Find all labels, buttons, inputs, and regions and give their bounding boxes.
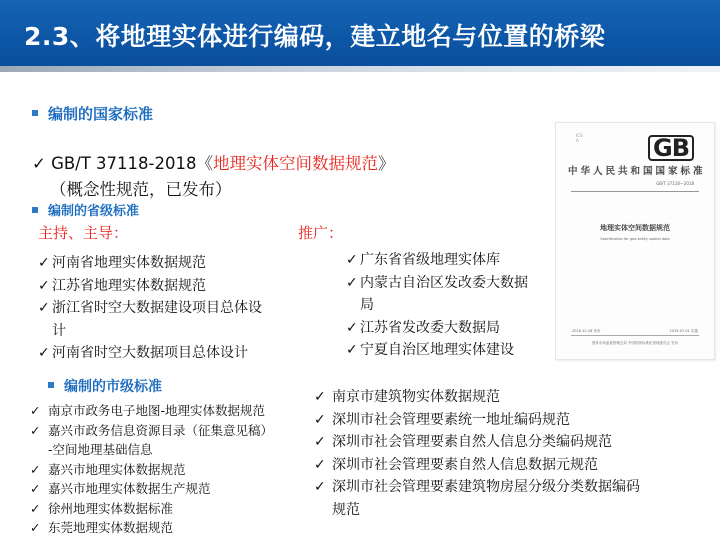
item-text: 江苏省发改委大数据局 bbox=[360, 319, 500, 336]
municipal-standards-heading bbox=[48, 376, 162, 396]
check-icon: ✓ bbox=[30, 461, 41, 477]
check-icon: ✓ bbox=[314, 411, 326, 428]
provincial-standards-heading bbox=[32, 200, 139, 219]
gb-logo-icon: GB bbox=[648, 135, 694, 161]
list-item-continuation bbox=[30, 440, 273, 460]
cover-classification-code: ICS A bbox=[576, 133, 583, 143]
national-standards-heading bbox=[32, 103, 153, 124]
check-icon: ✓ bbox=[38, 277, 50, 294]
check-icon: ✓ bbox=[38, 255, 50, 271]
list-item-continuation bbox=[346, 294, 528, 317]
item-text: 江苏省地理实体数据规范 bbox=[52, 277, 206, 294]
item-text: 嘉兴市地理实体数据生产规范 bbox=[48, 481, 211, 496]
check-icon: ✓ bbox=[30, 403, 41, 418]
cover-issuer: 国家市场监督管理总局 中国国家标准化管理委员会 发布 bbox=[591, 341, 679, 345]
heading-text: 编制的市级标准 bbox=[64, 379, 162, 395]
cover-issue-date: 2018-12-28 发布 bbox=[572, 329, 601, 333]
check-icon: ✓ bbox=[38, 300, 50, 316]
item-text: 内蒙古自治区发改委大数据 bbox=[360, 274, 528, 291]
check-icon: ✓ bbox=[30, 500, 41, 516]
check-icon: ✓ bbox=[30, 481, 41, 496]
lead-label: 主持、主导： bbox=[38, 224, 129, 242]
list-item bbox=[346, 249, 528, 272]
item-text: 规范 bbox=[332, 501, 360, 518]
list-item bbox=[38, 342, 262, 365]
check-icon: ✓ bbox=[314, 434, 326, 450]
check-icon: ✓ bbox=[314, 389, 326, 405]
national-standard-item bbox=[32, 150, 395, 174]
slide-header bbox=[0, 0, 720, 66]
standard-code: ✓ GB/T 37118-2018《 bbox=[32, 154, 213, 173]
cover-standard-name: 中华人民共和国国家标准 bbox=[568, 166, 706, 177]
list-item bbox=[30, 518, 273, 538]
check-icon: ✓ bbox=[38, 345, 50, 361]
list-item-continuation bbox=[38, 320, 262, 343]
list-item bbox=[314, 431, 640, 454]
item-text: 南京市政务电子地图-地理实体数据规范 bbox=[48, 403, 266, 418]
standard-title: 地理实体空间数据规范 bbox=[213, 154, 378, 173]
list-item bbox=[38, 252, 262, 275]
check-icon: ✓ bbox=[346, 342, 358, 358]
municipal-right-list bbox=[314, 386, 640, 521]
list-item bbox=[314, 454, 640, 477]
cover-standard-number: GB/T 37118—2018 bbox=[656, 181, 694, 186]
item-text: 深圳市社会管理要素自然人信息分类编码规范 bbox=[332, 434, 612, 450]
heading-text: 编制的国家标准 bbox=[48, 105, 154, 123]
item-text: 深圳市社会管理要素统一地址编码规范 bbox=[332, 411, 570, 428]
bullet-square-icon bbox=[32, 110, 38, 116]
list-item bbox=[314, 476, 640, 499]
cover-divider bbox=[571, 191, 699, 192]
cover-bottom-divider bbox=[571, 335, 699, 336]
check-icon: ✓ bbox=[314, 479, 326, 495]
lead-list bbox=[38, 252, 262, 365]
item-text: 局 bbox=[360, 297, 374, 313]
list-item bbox=[314, 386, 640, 409]
heading-text: 编制的省级标准 bbox=[48, 204, 140, 219]
item-text: 河南省地理实体数据规范 bbox=[52, 255, 206, 271]
header-divider bbox=[0, 66, 720, 72]
promote-label: 推广： bbox=[298, 224, 344, 242]
item-text: 深圳市社会管理要素建筑物房屋分级分类数据编码 bbox=[332, 479, 640, 495]
item-text: 东莞地理实体数据规范 bbox=[48, 520, 174, 535]
item-text: 计 bbox=[52, 322, 66, 339]
list-item bbox=[38, 297, 262, 320]
item-text: 浙江省时空大数据建设项目总体设 bbox=[52, 300, 262, 316]
item-text: 徐州地理实体数据标准 bbox=[48, 500, 174, 516]
cover-doc-title: 地理实体空间数据规范 bbox=[600, 224, 670, 232]
check-icon: ✓ bbox=[30, 422, 41, 438]
item-text: 嘉兴市地理实体数据规范 bbox=[48, 461, 186, 477]
check-icon: ✓ bbox=[314, 456, 326, 473]
list-item bbox=[30, 499, 273, 519]
bullet-square-icon bbox=[48, 382, 54, 388]
list-item-continuation bbox=[314, 499, 640, 522]
list-item bbox=[314, 409, 640, 432]
item-text: 宁夏自治区地理实体建设 bbox=[360, 342, 514, 358]
check-icon: ✓ bbox=[346, 252, 358, 268]
item-text: 南京市建筑物实体数据规范 bbox=[332, 389, 500, 405]
check-icon: ✓ bbox=[30, 520, 41, 535]
list-item bbox=[38, 275, 262, 298]
list-item bbox=[30, 421, 273, 441]
list-item bbox=[30, 460, 273, 480]
list-item bbox=[346, 317, 528, 340]
municipal-left-list bbox=[30, 401, 273, 538]
slide-title: 2.3、将地理实体进行编码，建立地名与位置的桥梁 bbox=[24, 22, 606, 51]
cover-doc-title-en: Specification for geo-entity spatial data bbox=[600, 237, 670, 241]
list-item bbox=[346, 339, 528, 362]
item-text: -空间地理基础信息 bbox=[48, 442, 153, 457]
list-item bbox=[346, 272, 528, 295]
promote-list bbox=[346, 249, 528, 362]
cover-effective-date: 2019-07-01 实施 bbox=[669, 329, 698, 333]
title-close-bracket: 》 bbox=[378, 154, 395, 173]
list-item bbox=[30, 479, 273, 499]
check-icon: ✓ bbox=[346, 319, 358, 336]
list-item bbox=[30, 401, 273, 421]
bullet-square-icon bbox=[32, 207, 38, 213]
item-text: 深圳市社会管理要素自然人信息数据元规范 bbox=[332, 456, 598, 473]
national-standard-note: （概念性规范，已发布） bbox=[50, 180, 232, 199]
item-text: 河南省时空大数据项目总体设计 bbox=[52, 345, 248, 361]
item-text: 广东省省级地理实体库 bbox=[360, 252, 500, 268]
standard-cover-image bbox=[555, 122, 715, 360]
item-text: 嘉兴市政务信息资源目录（征集意见稿） bbox=[48, 422, 274, 438]
check-icon: ✓ bbox=[346, 274, 358, 291]
